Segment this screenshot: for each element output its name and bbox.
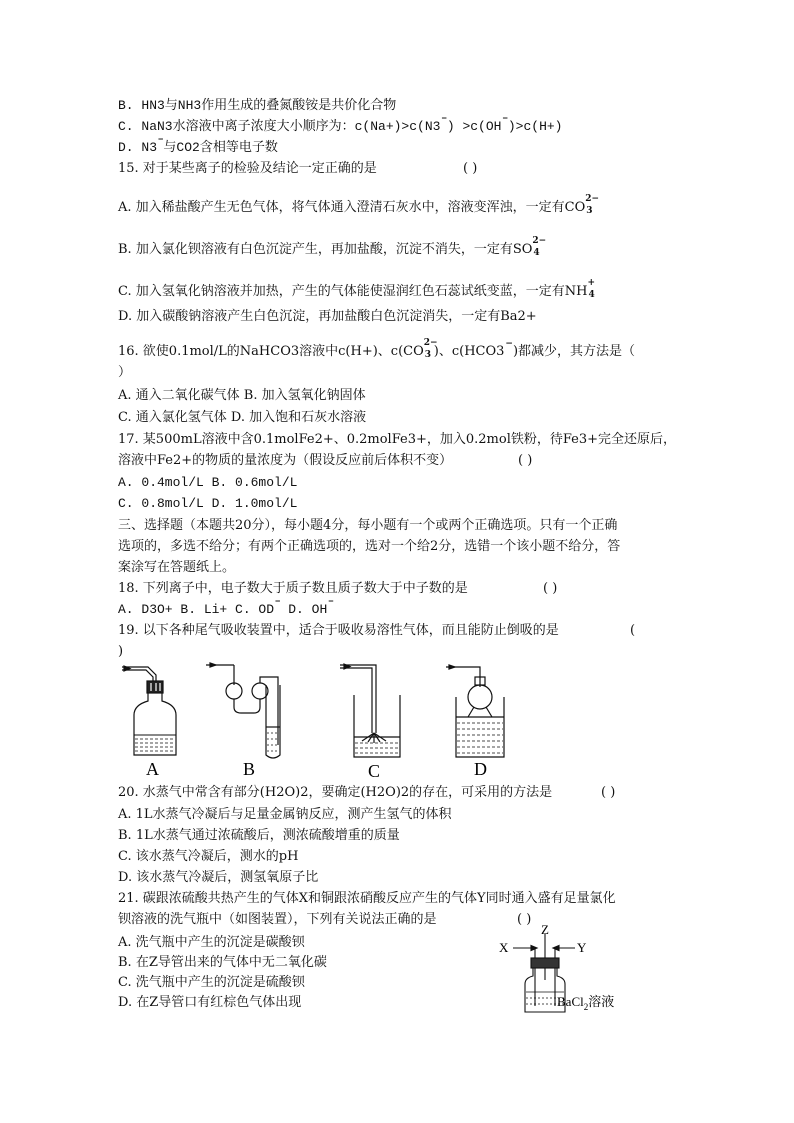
q17-options-ab: A. 0.4mol/L B. 0.6mol/L — [118, 475, 298, 490]
q18-answer-paren: ( ) — [543, 581, 558, 596]
q20-answer-paren: ( ) — [601, 785, 616, 800]
q21-washing-bottle-figure — [495, 922, 645, 1017]
q16-options-cd: C. 通入氯化氢气体 D. 加入饱和石灰水溶液 — [118, 410, 367, 425]
q15-option-a: A. 加入稀盐酸产生无色气体，将气体通入澄清石灰水中，溶液变浑浊，一定有CO 2− 3 — [118, 193, 600, 216]
q14-option-b: B. HN3与NH3作用生成的叠氮酸铵是共价化合物 — [118, 98, 397, 113]
q15-option-d: D. 加入碳酸钠溶液产生白色沉淀，再加盐酸白色沉淀消失，一定有Ba2+ — [118, 309, 537, 324]
q21-option-d: D. 在Z导管口有红棕色气体出现 — [118, 995, 302, 1010]
q20-option-b: B. 1L水蒸气通过浓硫酸后，测浓硫酸增重的质量 — [118, 828, 400, 843]
q20-option-a: A. 1L水蒸气冷凝后与足量金属钠反应，测产生氢气的体积 — [118, 807, 452, 822]
section3-line1: 三、选择题（本题共20分），每小题4分，每小题有一个或两个正确选项。只有一个正确 — [118, 518, 618, 533]
q21-answer-paren: ( ) — [517, 912, 532, 927]
gas-x-label: X — [499, 940, 509, 955]
apparatus-label-c: C — [368, 761, 381, 780]
q20-stem: 20. 水蒸气中常含有部分(H2O)2，要确定(H2O)2的存在，可采用的方法是 — [118, 785, 553, 800]
apparatus-label-b: B — [243, 759, 256, 779]
q15-stem: 15. 对于某些离子的检验及结论一定正确的是 — [118, 161, 377, 176]
apparatus-a — [122, 666, 176, 755]
q21-stem: 21. 碳跟浓硫酸共热产生的气体X和铜跟浓硝酸反应产生的气体Y同时通入盛有足量氯化 — [118, 891, 616, 906]
q15-answer-paren: ( ) — [463, 161, 478, 176]
q20-option-d: D. 该水蒸气冷凝后，测氢氧原子比 — [118, 870, 319, 885]
q14-option-c: C. NaN3水溶液中离子浓度大小顺序为：c(Na+)>c(N3−) >c(OH−)>c(H+) — [118, 114, 563, 134]
apparatus-label-a: A — [146, 759, 159, 779]
q16-options-ab: A. 通入二氧化碳气体 B. 加入氢氧化钠固体 — [118, 388, 366, 403]
q20-option-c: C. 该水蒸气冷凝后，测水的pH — [118, 849, 299, 864]
gas-y-label: Y — [577, 940, 587, 955]
q17-stem: 17. 某500mL溶液中含0.1molFe2+、0.2molFe3+，加入0.2mol铁粉，待Fe3+完全还原后， — [118, 432, 677, 447]
q21-stem-2: 钡溶液的洗气瓶中（如图装置），下列有关说法正确的是 — [118, 912, 437, 927]
q15-option-c: C. 加入氢氧化钠溶液并加热，产生的气体能使湿润红色石蕊试纸变蓝，一定有NH + 4 — [118, 277, 596, 300]
q17-options-cd: C. 0.8mol/L D. 1.0mol/L — [118, 496, 298, 511]
q14-option-d: D. N3−与CO2含相等电子数 — [118, 135, 278, 155]
apparatus-c — [340, 664, 400, 757]
q21-option-a: A. 洗气瓶中产生的沉淀是碳酸钡 — [118, 935, 305, 950]
solution-label: BaCl$_2$溶液 — [557, 994, 615, 1012]
q16-stem-close: ） — [118, 365, 132, 380]
q21-option-c: C. 洗气瓶中产生的沉淀是硫酸钡 — [118, 975, 305, 990]
q21-option-b: B. 在Z导管出来的气体中无二氧化碳 — [118, 955, 327, 970]
apparatus-b — [206, 663, 280, 758]
q18-stem: 18. 下列离子中，电子数大于质子数且质子数大于中子数的是 — [118, 581, 468, 596]
q16-stem: 16. 欲使0.1mol/L的NaHCO3溶液中c(H+)、c(CO 2− 3 )、c(HCO3−)都减少，其方法是（ — [118, 337, 636, 360]
q19-answer-paren-close: ) — [118, 644, 124, 659]
section3-line2: 选项的，多选不给分；有两个正确选项的，选对一个给2分，选错一个该小题不给分，答 — [118, 539, 621, 554]
q15-option-b: B. 加入氯化钡溶液有白色沉淀产生，再加盐酸，沉淀不消失，一定有SO 2− 4 — [118, 235, 547, 258]
q17-answer-paren: ( ) — [518, 453, 533, 468]
section3-line3: 案涂写在答题纸上。 — [118, 560, 236, 575]
q17-stem-2: 溶液中Fe2+的物质的量浓度为（假设反应前后体积不变） — [118, 453, 453, 468]
q19-stem: 19. 以下各种尾气吸收装置中，适合于吸收易溶性气体，而且能防止倒吸的是 — [118, 623, 559, 638]
q19-answer-paren-open: ( — [630, 623, 636, 638]
apparatus-d — [446, 665, 504, 757]
gas-z-label: Z — [541, 922, 549, 937]
q19-apparatus-figure — [118, 655, 518, 780]
q18-options: A. D3O+ B. Li+ C. OD− D. OH− — [118, 597, 334, 617]
apparatus-label-d: D — [474, 759, 487, 779]
